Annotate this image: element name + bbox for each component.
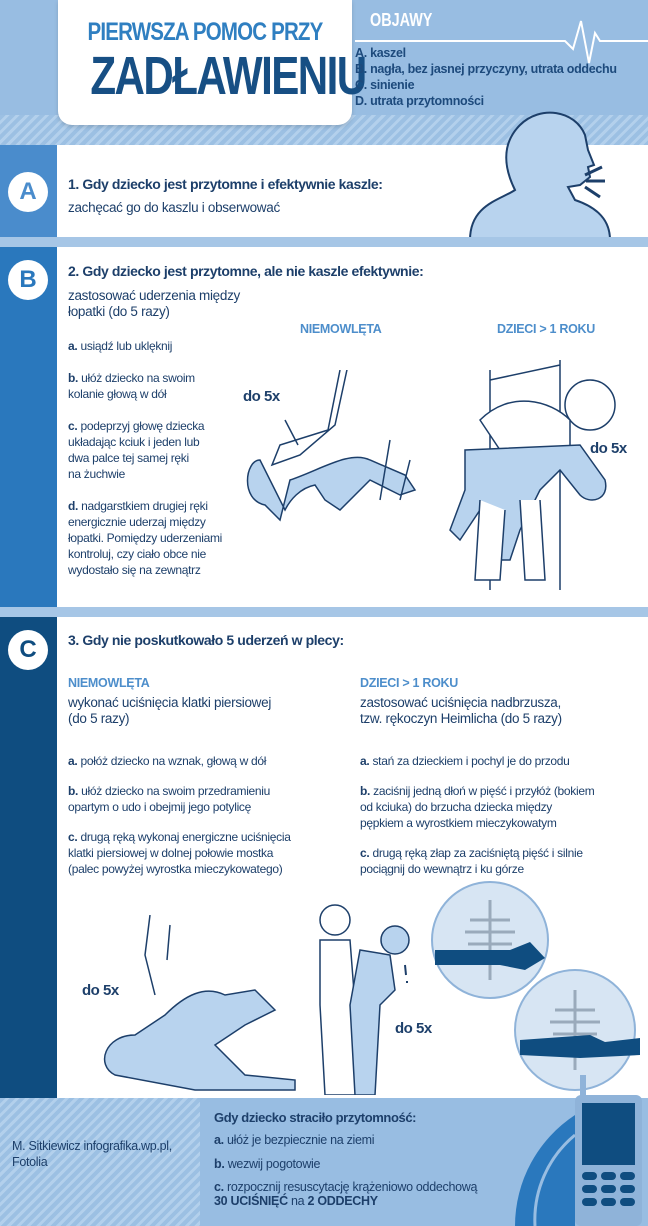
symptom: D. utrata przytomności xyxy=(355,94,484,108)
text-line: wykonać uciśnięcia klatki piersiowej xyxy=(68,695,272,710)
infant-chest-thrust-illustration xyxy=(95,915,305,1095)
text-line: łopatki (do 5 razy) xyxy=(68,304,170,319)
step-text: klatki piersiowej w dolnej połowie mostka xyxy=(68,846,274,860)
step xyxy=(68,829,348,877)
step-text: łopatki. Pomiędzy uderzeniami xyxy=(68,531,223,545)
step-text: wezwij pogotowie xyxy=(227,1157,321,1171)
section-b-heading: 2. Gdy dziecko jest przytomne, ale nie kaszle efektywnie: xyxy=(68,263,424,279)
section-b-text xyxy=(68,288,240,320)
credit xyxy=(12,1138,172,1170)
step-text: drugą ręką wykonaj energiczne uciśnięcia xyxy=(80,830,291,844)
infants-column xyxy=(68,676,348,877)
step-key: c. xyxy=(68,419,78,433)
section-b-strip xyxy=(0,247,57,607)
section-b-steps xyxy=(68,338,243,578)
symptom: B. nagła, bez jasnej przyczyny, utrata oddechu xyxy=(355,62,617,76)
step-text: układając kciuk i jeden lub xyxy=(68,435,200,449)
divider xyxy=(0,607,648,617)
child-back-blows-illustration xyxy=(420,350,620,590)
step xyxy=(68,753,348,769)
section-c-strip xyxy=(0,617,57,1098)
divider xyxy=(0,237,648,247)
step xyxy=(68,783,348,815)
step xyxy=(68,338,243,354)
symptoms-title: OBJAWY xyxy=(370,10,433,30)
step-text: stań za dzieckiem i pochyl je do przodu xyxy=(372,754,570,768)
count-label: do 5x xyxy=(395,1020,432,1037)
step-text: połóż dziecko na wznak, głową w dół xyxy=(80,754,267,768)
phone-icon xyxy=(515,1075,648,1226)
step-key: c. xyxy=(360,846,370,860)
symptom: A. kaszel xyxy=(355,46,406,60)
symptom: C. sinienie xyxy=(355,78,415,92)
count-label: do 5x xyxy=(82,982,119,999)
section-a-heading: 1. Gdy dziecko jest przytomne i efektywnie kaszle: xyxy=(68,176,383,192)
cpr-compressions: 30 UCIŚNIĘĆ xyxy=(214,1194,288,1208)
step-text: rozpocznij resuscytację krążeniowo oddechową xyxy=(227,1180,478,1194)
step-text: wydostało się na zewnątrz xyxy=(68,563,201,577)
cpr-text: na xyxy=(291,1194,305,1208)
column-label: DZIECI > 1 ROKU xyxy=(360,676,458,690)
step-text: ułóż dziecko na swoim xyxy=(81,371,195,385)
label-infants: NIEMOWLĘTA xyxy=(300,322,382,336)
step-text: ułóż je bezpiecznie na ziemi xyxy=(227,1133,375,1147)
step xyxy=(360,783,645,831)
step xyxy=(68,498,243,578)
step xyxy=(360,753,645,769)
count-label: do 5x xyxy=(243,388,280,405)
step-text: pępkiem a wyrostkiem mieczykowatym xyxy=(360,816,557,830)
step-key: b. xyxy=(360,784,371,798)
text-line: (do 5 razy) xyxy=(68,711,130,726)
section-a-text: zachęcać go do kaszlu i obserwować xyxy=(68,200,280,215)
section-c-badge: C xyxy=(8,630,48,670)
footer-heading: Gdy dziecko straciło przytomność: xyxy=(214,1110,417,1125)
symptoms-list xyxy=(355,45,617,109)
step-text: kontroluj, czy ciało obce nie xyxy=(68,547,207,561)
cpr-breaths: 2 ODDECHY xyxy=(307,1194,378,1208)
step-text: pociągnij do wewnątrz i ku górze xyxy=(360,862,524,876)
step-key: c. xyxy=(68,830,78,844)
step-text: podeprzyj głowę dziecka xyxy=(80,419,205,433)
coughing-person-icon xyxy=(460,105,620,240)
text-line: zastosować uciśnięcia nadbrzusza, xyxy=(360,695,561,710)
step xyxy=(68,418,243,482)
credit-line: Fotolia xyxy=(12,1155,48,1169)
step xyxy=(360,845,645,877)
title-line2: ZADŁAWIENIU xyxy=(90,46,366,106)
step-key: a. xyxy=(68,754,78,768)
step-text: ułóż dziecko na swoim przedramieniu xyxy=(81,784,271,798)
step-text: drugą ręką złap za zaciśniętą pięść i silnie xyxy=(372,846,583,860)
step-text: opartym o udo i obejmij jego potylicę xyxy=(68,800,252,814)
step-key: a. xyxy=(360,754,370,768)
section-c-heading: 3. Gdy nie poskutkowało 5 uderzeń w plecy: xyxy=(68,632,344,648)
children-column xyxy=(360,676,645,877)
step-text: nadgarstkiem drugiej ręki xyxy=(81,499,208,513)
step-text: kolanie głową w dół xyxy=(68,387,167,401)
step-text: (palec powyżej wyrostka mieczykowatego) xyxy=(68,862,283,876)
unconscious-instructions xyxy=(214,1110,477,1208)
heimlich-illustration xyxy=(300,895,430,1095)
count-label: do 5x xyxy=(590,440,627,457)
label-children: DZIECI > 1 ROKU xyxy=(497,322,595,336)
step-text: dwa palce tej samej ręki xyxy=(68,451,189,465)
step-key: b. xyxy=(68,371,79,385)
column-label: NIEMOWLĘTA xyxy=(68,676,150,690)
step xyxy=(214,1132,477,1148)
section-b-badge: B xyxy=(8,260,48,300)
step xyxy=(214,1180,477,1208)
text-line: zastosować uderzenia między xyxy=(68,288,240,303)
text-line: tzw. rękoczyn Heimlicha (do 5 razy) xyxy=(360,711,562,726)
step-text: na żuchwie xyxy=(68,467,126,481)
step-key: c. xyxy=(214,1180,224,1194)
step-text: zaciśnij jedną dłoń w pięść i przyłóż (bokiem xyxy=(373,784,595,798)
step-text: energicznie uderzaj między xyxy=(68,515,206,529)
title-line1: PIERWSZA POMOC PRZY xyxy=(87,18,323,46)
infant-back-blows-illustration xyxy=(240,370,430,570)
step-key: d. xyxy=(68,499,79,513)
step-key: a. xyxy=(68,339,78,353)
step-key: b. xyxy=(68,784,79,798)
step xyxy=(214,1156,477,1172)
step xyxy=(68,370,243,402)
section-a-badge: A xyxy=(8,172,48,212)
title-card xyxy=(58,0,366,125)
step-key: a. xyxy=(214,1133,224,1147)
step-text: usiądź lub uklęknij xyxy=(80,339,173,353)
step-text: od kciuka) do brzucha dziecka między xyxy=(360,800,552,814)
step-key: b. xyxy=(214,1157,225,1171)
skeleton-hand-position-illustration xyxy=(430,880,640,1095)
credit-line: M. Sitkiewicz infografika.wp.pl, xyxy=(12,1139,172,1153)
